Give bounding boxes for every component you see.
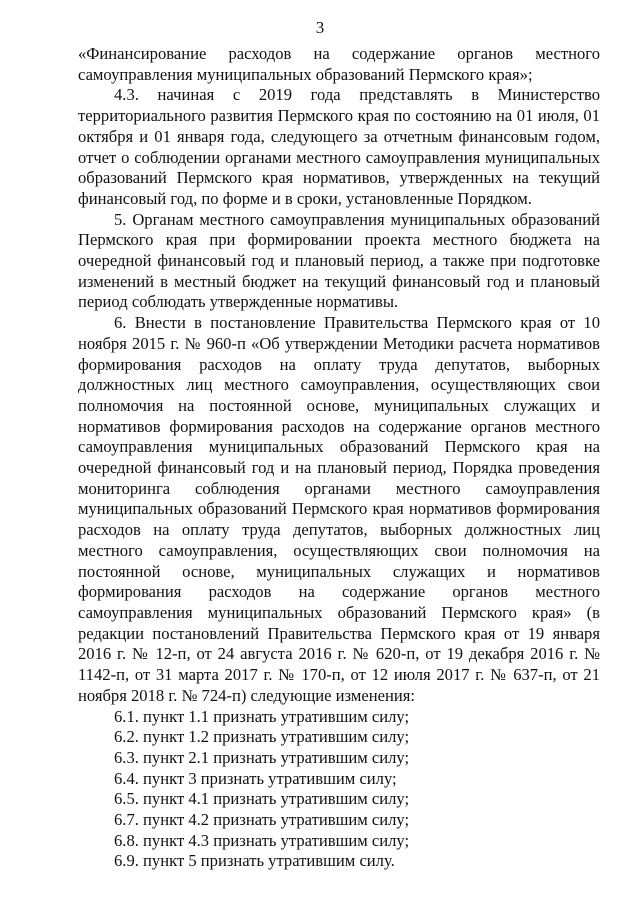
amendment-item-6-9: 6.9. пункт 5 признать утратившим силу.: [114, 851, 395, 871]
page-number: 3: [315, 18, 325, 37]
paragraph-5: 5. Органам местного самоуправления муниципальных образований Пермского края при формировании проекта местного бюджета на очередной финансовый год и плановый период, а также при подготовке изменений в местный бюджет на текущий финансовый год и плановый период соблюдать утвержденные нормативы.: [78, 209, 600, 312]
document-body: [78, 44, 600, 872]
amendment-item-6-3: 6.3. пункт 2.1 признать утратившим силу;: [114, 747, 410, 767]
paragraph-4-3: 4.3. начиная с 2019 года представлять в Министерство территориального развития Пермского края по состоянию на 01 июля, 01 октября и 01 января года, следующего за отчетным финансовым годом, отчет о соблюдении органами местного самоуправления муниципальных образований Пермского края нормативов, утвержденных на текущий финансовый год, по форме и в сроки, установленные Порядком.: [78, 85, 600, 208]
amendment-list: [78, 707, 600, 873]
amendment-item-6-7: 6.7. пункт 4.2 признать утратившим силу;: [114, 810, 410, 830]
paragraph-6: 6. Внести в постановление Правительства Пермского края от 10 ноября 2015 г. № 960-п «Об утверждении Методики расчета нормативов формирования расходов на оплату труда депутатов, выборных должностных лиц местного самоуправления, осуществляющих свои полномочия на постоянной основе, муниципальных служащих и нормативов формирования расходов на содержание органов местного самоуправления муниципальных образований Пермского края на очередной финансовый год и на плановый период, Порядка проведения мониторинга соблюдения органами местного самоуправления муниципальных образований Пермского края нормативов формирования расходов на оплату труда депутатов, выборных должностных лиц местного самоуправления, осуществляющих свои полномочия на постоянной основе, муниципальных служащих и нормативов формирования расходов на содержание органов местного самоуправления муниципальных образований Пермского края» (в редакции постановлений Правительства Пермского края от 19 января 2016 г. № 12-п, от 24 августа 2016 г. № 620-п, от 19 декабря 2016 г. № 1142-п, от 31 марта 2017 г. № 170-п, от 12 июля 2017 г. № 637-п, от 21 ноября 2018 г. № 724-п) следующие изменения:: [78, 313, 600, 705]
paragraph-continuation: «Финансирование расходов на содержание органов местного самоуправления муниципальных образований Пермского края»;: [78, 44, 600, 84]
amendment-item-6-4: 6.4. пункт 3 признать утратившим силу;: [114, 768, 397, 788]
amendment-item-6-5: 6.5. пункт 4.1 признать утратившим силу;: [114, 789, 410, 809]
amendment-item-6-1: 6.1. пункт 1.1 признать утратившим силу;: [114, 706, 410, 726]
amendment-item-6-8: 6.8. пункт 4.3 признать утратившим силу;: [114, 830, 410, 850]
amendment-item-6-2: 6.2. пункт 1.2 признать утратившим силу;: [114, 727, 410, 747]
